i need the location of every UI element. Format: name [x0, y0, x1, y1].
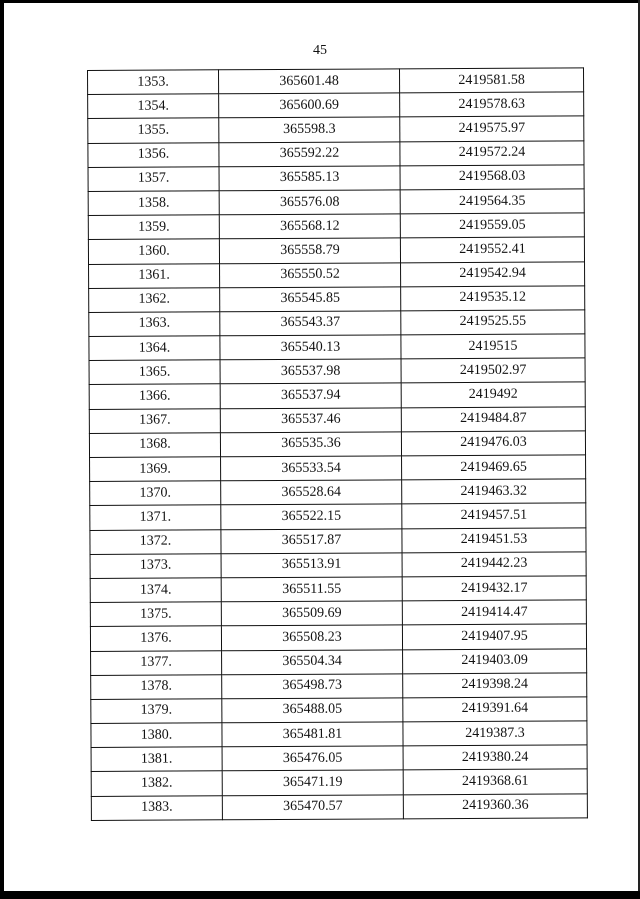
x-coordinate-cell: 365498.73: [222, 674, 403, 699]
y-coordinate-cell: 2419581.58: [399, 68, 583, 93]
point-number-cell: 1383.: [91, 795, 222, 820]
y-coordinate-cell: 2419451.53: [402, 527, 586, 552]
y-coordinate-cell: 2419564.35: [400, 189, 584, 214]
x-coordinate-cell: 365601.48: [219, 69, 400, 94]
point-number-cell: 1360.: [88, 239, 219, 264]
y-coordinate-cell: 2419484.87: [401, 407, 585, 432]
y-coordinate-cell: 2419407.95: [402, 624, 586, 649]
x-coordinate-cell: 365598.3: [219, 117, 400, 142]
table-row: [90, 455, 586, 482]
table-row: [90, 503, 586, 530]
point-number-cell: 1369.: [90, 457, 221, 482]
point-number-cell: 1362.: [89, 287, 220, 312]
y-coordinate-cell: 2419535.12: [401, 286, 585, 311]
table-row: [89, 358, 585, 385]
table-row: [91, 721, 587, 748]
y-coordinate-cell: 2419391.64: [403, 697, 587, 722]
x-coordinate-cell: 365470.57: [222, 794, 403, 819]
point-number-cell: 1363.: [89, 312, 220, 337]
table-row: [90, 552, 586, 579]
point-number-cell: 1376.: [90, 626, 221, 651]
point-number-cell: 1365.: [89, 360, 220, 385]
table-row: [89, 382, 585, 409]
point-number-cell: 1364.: [89, 336, 220, 361]
table-row: [88, 116, 584, 143]
x-coordinate-cell: 365585.13: [219, 166, 400, 191]
x-coordinate-cell: 365550.52: [220, 262, 401, 287]
table-row: [91, 745, 587, 772]
scan-edge-top: [0, 0, 640, 3]
point-number-cell: 1367.: [89, 408, 220, 433]
y-coordinate-cell: 2419398.24: [403, 673, 587, 698]
table-row: [88, 189, 584, 216]
table-row: [90, 600, 586, 627]
point-number-cell: 1380.: [91, 723, 222, 748]
x-coordinate-cell: 365558.79: [219, 238, 400, 263]
page-number: 45: [313, 43, 327, 58]
point-number-cell: 1371.: [90, 505, 221, 530]
table-row: [88, 68, 584, 95]
table-row: [88, 237, 584, 264]
y-coordinate-cell: 2419469.65: [402, 455, 586, 480]
scan-edge-left: [0, 0, 4, 899]
y-coordinate-cell: 2419442.23: [402, 552, 586, 577]
x-coordinate-cell: 365592.22: [219, 141, 400, 166]
table-row: [89, 334, 585, 361]
table-row: [89, 310, 585, 337]
point-number-cell: 1370.: [90, 481, 221, 506]
x-coordinate-cell: 365535.36: [220, 432, 401, 457]
y-coordinate-cell: 2419568.03: [400, 165, 584, 190]
x-coordinate-cell: 365543.37: [220, 311, 401, 336]
table-row: [88, 165, 584, 192]
x-coordinate-cell: 365511.55: [221, 577, 402, 602]
y-coordinate-cell: 2419542.94: [401, 261, 585, 286]
table-row: [90, 624, 586, 651]
point-number-cell: 1375.: [90, 602, 221, 627]
y-coordinate-cell: 2419387.3: [403, 721, 587, 746]
table-row: [91, 648, 587, 675]
table-row: [89, 431, 585, 458]
point-number-cell: 1355.: [88, 118, 219, 143]
table-row: [89, 286, 585, 313]
table-row: [88, 92, 584, 119]
y-coordinate-cell: 2419380.24: [403, 745, 587, 770]
y-coordinate-cell: 2419492: [401, 382, 585, 407]
y-coordinate-cell: 2419515: [401, 334, 585, 359]
scan-edge-bottom: [0, 891, 640, 899]
point-number-cell: 1358.: [88, 191, 219, 216]
point-number-cell: 1373.: [90, 554, 221, 579]
x-coordinate-cell: 365537.98: [220, 359, 401, 384]
y-coordinate-cell: 2419572.24: [400, 140, 584, 165]
y-coordinate-cell: 2419463.32: [402, 479, 586, 504]
x-coordinate-cell: 365481.81: [222, 722, 403, 747]
x-coordinate-cell: 365471.19: [222, 770, 403, 795]
point-number-cell: 1379.: [91, 699, 222, 724]
point-number-cell: 1381.: [91, 747, 222, 772]
x-coordinate-cell: 365504.34: [222, 649, 403, 674]
y-coordinate-cell: 2419575.97: [400, 116, 584, 141]
point-number-cell: 1372.: [90, 529, 221, 554]
table-row: [91, 794, 587, 821]
x-coordinate-cell: 365509.69: [221, 601, 402, 626]
table-row: [90, 576, 586, 603]
y-coordinate-cell: 2419368.61: [403, 769, 587, 794]
point-number-cell: 1377.: [91, 650, 222, 675]
table-row: [90, 527, 586, 554]
y-coordinate-cell: 2419403.09: [403, 648, 587, 673]
y-coordinate-cell: 2419476.03: [401, 431, 585, 456]
table-row: [91, 769, 587, 796]
table-row: [89, 261, 585, 288]
x-coordinate-cell: 365540.13: [220, 335, 401, 360]
table-row: [89, 407, 585, 434]
y-coordinate-cell: 2419578.63: [400, 92, 584, 117]
y-coordinate-cell: 2419432.17: [402, 576, 586, 601]
table-row: [91, 673, 587, 700]
coordinates-table: [87, 67, 588, 820]
table-row: [88, 213, 584, 240]
y-coordinate-cell: 2419502.97: [401, 358, 585, 383]
x-coordinate-cell: 365517.87: [221, 528, 402, 553]
point-number-cell: 1361.: [89, 263, 220, 288]
y-coordinate-cell: 2419414.47: [402, 600, 586, 625]
x-coordinate-cell: 365488.05: [222, 698, 403, 723]
x-coordinate-cell: 365568.12: [219, 214, 400, 239]
point-number-cell: 1357.: [88, 167, 219, 192]
y-coordinate-cell: 2419559.05: [400, 213, 584, 238]
point-number-cell: 1378.: [91, 674, 222, 699]
point-number-cell: 1366.: [89, 384, 220, 409]
y-coordinate-cell: 2419552.41: [400, 237, 584, 262]
x-coordinate-cell: 365533.54: [221, 456, 402, 481]
table-row: [91, 697, 587, 724]
y-coordinate-cell: 2419457.51: [402, 503, 586, 528]
table-row: [90, 479, 586, 506]
point-number-cell: 1356.: [88, 142, 219, 167]
x-coordinate-cell: 365537.46: [220, 407, 401, 432]
point-number-cell: 1382.: [91, 771, 222, 796]
x-coordinate-cell: 365528.64: [221, 480, 402, 505]
point-number-cell: 1374.: [90, 578, 221, 603]
point-number-cell: 1354.: [88, 94, 219, 119]
x-coordinate-cell: 365476.05: [222, 746, 403, 771]
y-coordinate-cell: 2419360.36: [403, 794, 587, 819]
x-coordinate-cell: 365513.91: [221, 553, 402, 578]
x-coordinate-cell: 365508.23: [221, 625, 402, 650]
y-coordinate-cell: 2419525.55: [401, 310, 585, 335]
x-coordinate-cell: 365537.94: [220, 383, 401, 408]
point-number-cell: 1353.: [88, 70, 219, 95]
coordinates-table-body: [88, 68, 588, 820]
table-row: [88, 140, 584, 167]
x-coordinate-cell: 365545.85: [220, 287, 401, 312]
x-coordinate-cell: 365522.15: [221, 504, 402, 529]
point-number-cell: 1359.: [88, 215, 219, 240]
x-coordinate-cell: 365600.69: [219, 93, 400, 118]
x-coordinate-cell: 365576.08: [219, 190, 400, 215]
point-number-cell: 1368.: [89, 433, 220, 458]
